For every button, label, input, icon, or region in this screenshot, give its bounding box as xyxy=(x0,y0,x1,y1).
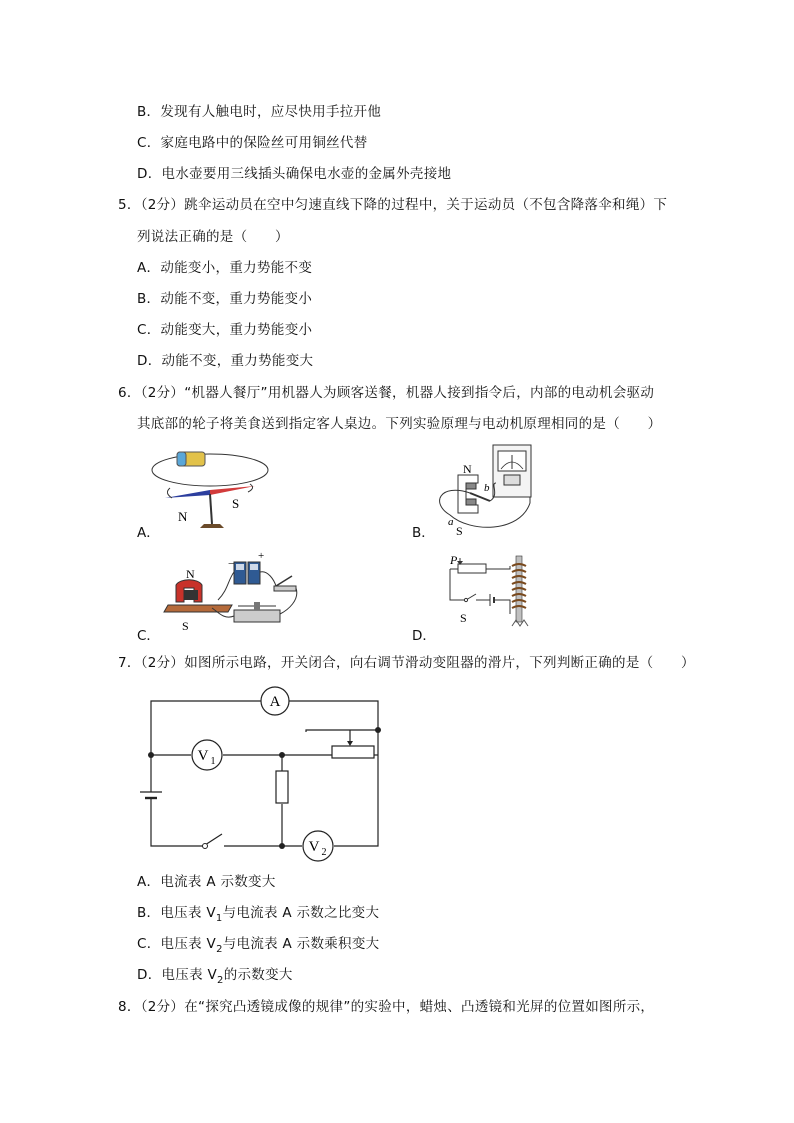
q4-option-d: D．电水壶要用三线插头确保电水壶的金属外壳接地 xyxy=(137,166,452,182)
q7-option-b: B．电压表 $V_1$与电流表 A 示数之比变大 xyxy=(137,905,380,924)
battery-icon xyxy=(490,594,494,606)
fig-d-p-label: P xyxy=(450,553,458,567)
battery-icon xyxy=(177,452,205,466)
rheostat-icon xyxy=(234,602,280,622)
q5-option-c: C．动能变大，重力势能变小 xyxy=(137,322,313,338)
q6-option-b-label: B． xyxy=(412,525,435,541)
q7-option-a: A．电流表 A 示数变大 xyxy=(137,874,276,890)
q7-option-d: D．电压表 $V_2$的示数变大 xyxy=(137,967,293,986)
fig-c-s-label: S xyxy=(182,619,189,633)
q8-stem-line1: 8．（2分）在“探究凸透镜成像的规律”的实验中，蜡烛、凸透镜和光屏的位置如图所示， xyxy=(118,999,655,1015)
q7-circuit-diagram xyxy=(140,682,390,862)
v2-subscript: 2 xyxy=(321,847,327,858)
resistor-icon xyxy=(276,771,288,803)
q5-option-d: D．动能不变，重力势能变大 xyxy=(137,353,314,369)
galvanometer-icon xyxy=(493,445,531,497)
fig-d-s-label: S xyxy=(460,611,467,625)
q6-figure-d xyxy=(430,552,550,637)
q6-option-c-label: C． xyxy=(137,628,160,644)
q6-option-d-label: D． xyxy=(412,628,436,644)
q6-figure-a xyxy=(150,448,280,538)
q5-stem-line2: 列说法正确的是（ ） xyxy=(137,229,289,245)
fig-c-plus-label: + xyxy=(258,550,265,562)
q4-option-c: C．家庭电路中的保险丝可用铜丝代替 xyxy=(137,135,368,151)
fig-b-b-label: b xyxy=(484,482,490,494)
v1-subscript: 1 xyxy=(210,756,216,767)
fig-b-n-label: N xyxy=(463,462,472,476)
battery-icon xyxy=(234,562,260,584)
ammeter-label: A xyxy=(269,694,281,710)
ammeter-icon xyxy=(261,687,289,715)
rheostat-icon xyxy=(332,730,374,758)
fig-a-n-label: N xyxy=(178,509,188,524)
q6-figure-c xyxy=(158,550,308,635)
q6-option-a-label: A． xyxy=(137,525,160,541)
q6-stem-line1: 6．（2分）“机器人餐厅”用机器人为顾客送餐，机器人接到指令后，内部的电动机会驱动 xyxy=(118,385,655,401)
voltmeter-v2-icon xyxy=(303,831,333,861)
q7-option-c: C．电压表 $V_2$与电流表 A 示数乘积变大 xyxy=(137,936,380,955)
fig-b-a-label: a xyxy=(448,516,454,528)
fig-b-s-label: S xyxy=(456,524,463,538)
q5-option-a: A．动能变小，重力势能不变 xyxy=(137,260,313,276)
q6-figure-b xyxy=(430,443,550,538)
v1-label: V xyxy=(197,748,209,764)
fig-c-minus-label: − xyxy=(228,558,235,570)
q7-stem-line1: 7．（2分）如图所示电路，开关闭合，向右调节滑动变阻器的滑片，下列判断正确的是（ ） xyxy=(118,655,695,671)
q5-stem-line1: 5．（2分）跳伞运动员在空中匀速直线下降的过程中，关于运动员（不包含降落伞和绳）下 xyxy=(118,197,668,213)
q5-option-b: B．动能不变，重力势能变小 xyxy=(137,291,313,307)
voltmeter-v1-icon xyxy=(192,740,222,770)
q4-option-b: B．发现有人触电时，应尽快用手拉开他 xyxy=(137,104,382,120)
fig-a-s-label: S xyxy=(232,496,240,511)
electromagnet-coil-icon xyxy=(512,556,528,626)
switch-icon xyxy=(274,576,296,591)
switch-icon xyxy=(464,594,476,602)
v2-label: V xyxy=(308,839,320,855)
fig-c-n-label: N xyxy=(186,567,195,581)
q6-stem-line2: 其底部的轮子将美食送到指定客人桌边。下列实验原理与电动机原理相同的是（ ） xyxy=(137,416,662,432)
